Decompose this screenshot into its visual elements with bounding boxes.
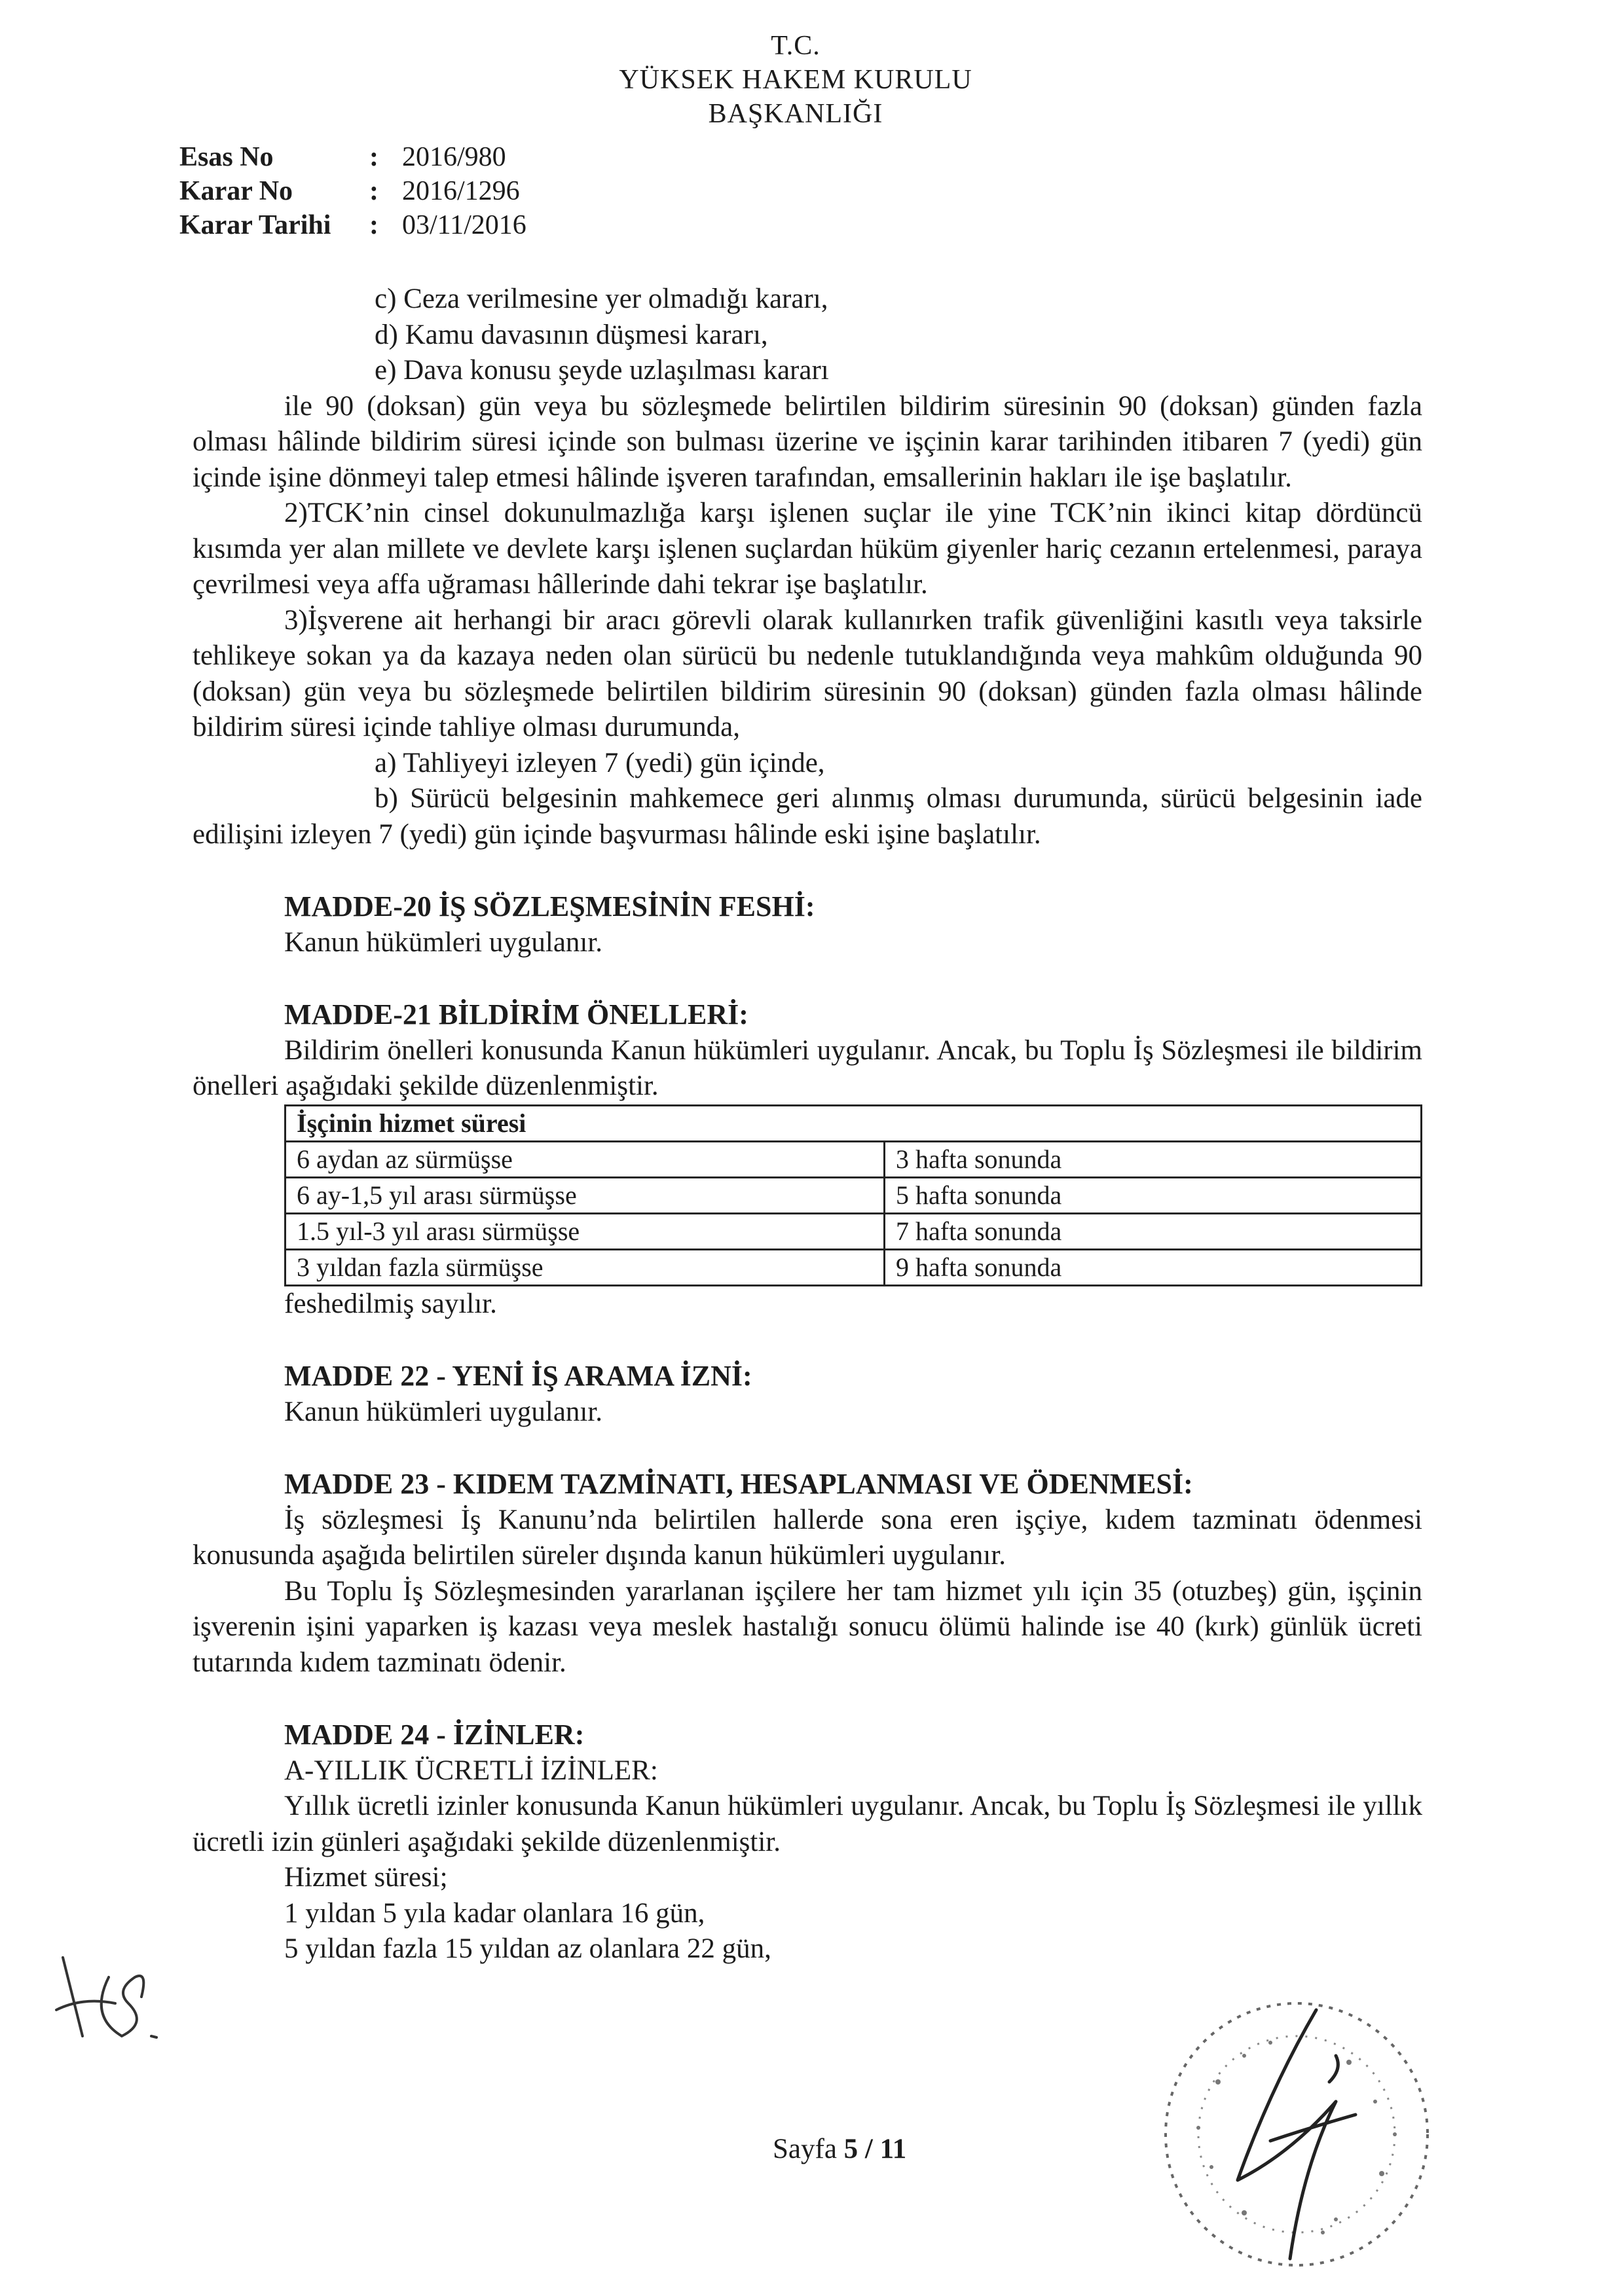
meta-label: Karar No bbox=[179, 176, 293, 206]
notice-period-table bbox=[284, 1104, 1422, 1286]
header-institution: YÜKSEK HAKEM KURULU bbox=[619, 65, 972, 95]
table-cell: 6 ay-1,5 yıl arası sürmüşse bbox=[286, 1177, 885, 1213]
meta-value: 2016/1296 bbox=[402, 176, 520, 206]
table-cell: 6 aydan az sürmüşse bbox=[286, 1141, 885, 1177]
table-cell: 5 hafta sonunda bbox=[885, 1177, 1422, 1213]
meta-row-esas bbox=[179, 140, 526, 174]
meta-sep: : bbox=[369, 142, 378, 172]
page-label: Sayfa bbox=[773, 2134, 837, 2164]
article-24-list-2: 1 yıldan 5 yıla kadar olanlara 16 gün, bbox=[284, 1897, 705, 1929]
article-24-list-3: 5 yıldan fazla 15 yıldan az olanlara 22 gün, bbox=[284, 1933, 771, 1964]
list-item-a: a) Tahliyeyi izleyen 7 (yedi) gün içinde, bbox=[375, 747, 825, 778]
article-20-text: Kanun hükümleri uygulanır. bbox=[284, 926, 603, 958]
meta-row-karar bbox=[179, 174, 526, 208]
article-24-list-1: Hizmet süresi; bbox=[284, 1862, 448, 1893]
article-23-paragraph-1: İş sözleşmesi İş Kanunu’nda belirtilen hallerde sona eren işçiye, kıdem tazminatı ödenmesi konusunda aşağıda belirtilen süreler dışında kanun hükümleri uygulanır. bbox=[193, 1504, 1422, 1571]
paragraph-2: 2)TCK’nin cinsel dokunulmazlığa karşı işlenen suçlar ile yine TCK’nin ikinci kitap dördüncü kısımda yer alan millete ve devlete karşı işlenen suçlardan hüküm giyenler hariç cezanın ertelenmesi, paraya çevrilmesi veya affa uğraması hâllerinde dahi tekrar işe başlatılır. bbox=[193, 498, 1422, 600]
article-22-title: MADDE 22 - YENİ İŞ ARAMA İZNİ: bbox=[284, 1360, 752, 1392]
meta-sep: : bbox=[369, 210, 378, 240]
article-24-paragraph-1: Yıllık ücretli izinler konusunda Kanun hükümleri uygulanır. Ancak, bu Toplu İş Sözleşmesi ile yıllık ücretli izin günleri aşağıdaki şekilde düzenlenmiştir. bbox=[193, 1791, 1422, 1857]
table-header-row bbox=[286, 1105, 1422, 1141]
article-22-text: Kanun hükümleri uygulanır. bbox=[284, 1396, 603, 1427]
article-21-text: Bildirim önelleri konusunda Kanun hükümleri uygulanır. Ancak, bu Toplu İş Sözleşmesi ile bildirim önelleri aşağıdaki şekilde düzenlenmiştir. bbox=[193, 1034, 1422, 1101]
article-23-paragraph-2: Bu Toplu İş Sözleşmesinden yararlanan işçilere her tam hizmet yılı için 35 (otuzbeş) gün, işçinin işverenin işini yaparken iş kazası veya meslek hastalığı sonucu ölümü halinde ise 40 (kırk) günlük ücreti tutarında kıdem tazminatı ödenir. bbox=[193, 1575, 1422, 1678]
meta-value: 03/11/2016 bbox=[402, 210, 526, 240]
table-row bbox=[286, 1249, 1422, 1285]
article-24-title: MADDE 24 - İZİNLER: bbox=[284, 1719, 585, 1751]
official-stamp-signature bbox=[1139, 1984, 1454, 2285]
article-24-subtitle: A-YILLIK ÜCRETLİ İZİNLER: bbox=[284, 1755, 658, 1786]
paragraph-1: ile 90 (doksan) gün veya bu sözleşmede belirtilen bildirim süresinin 90 (doksan) günden fazla olması hâlinde bildirim süresi içinde son bulması üzerine ve işçinin karar tarihinden itibaren 7 (yedi) gün içinde işine dönmeyi talep etmesi hâlinde işveren tarafından, emsallerinin hakları ile işe başlatılır. bbox=[193, 390, 1422, 493]
meta-row-tarih bbox=[179, 208, 526, 242]
table-cell: 3 hafta sonunda bbox=[885, 1141, 1422, 1177]
list-item-b: b) Sürücü belgesinin mahkemece geri alınmış olması durumunda, sürücü belgesinin iade edilişini izleyen 7 (yedi) gün içinde başvurması hâlinde eski işine başlatılır. bbox=[193, 783, 1422, 850]
list-item-d: d) Kamu davasının düşmesi kararı, bbox=[375, 319, 768, 350]
article-23-title: MADDE 23 - KIDEM TAZMİNATI, HESAPLANMASI VE ÖDENMESİ: bbox=[284, 1468, 1193, 1500]
header-tc: T.C. bbox=[771, 31, 821, 61]
header-department: BAŞKANLIĞI bbox=[708, 99, 883, 129]
table-cell: 3 yıldan fazla sürmüşse bbox=[286, 1249, 885, 1285]
table-cell: 7 hafta sonunda bbox=[885, 1213, 1422, 1249]
meta-label: Esas No bbox=[179, 142, 274, 172]
list-item-e: e) Dava konusu şeyde uzlaşılması kararı bbox=[375, 355, 829, 386]
article-20-title: MADDE-20 İŞ SÖZLEŞMESİNİN FESHİ: bbox=[284, 890, 815, 922]
case-meta bbox=[179, 140, 526, 242]
table-row bbox=[286, 1213, 1422, 1249]
page-footer bbox=[773, 2133, 906, 2165]
after-table-text: feshedilmiş sayılır. bbox=[284, 1288, 497, 1319]
handwritten-initials bbox=[43, 1938, 174, 2056]
meta-sep: : bbox=[369, 176, 378, 206]
meta-value: 2016/980 bbox=[402, 142, 506, 172]
table-row bbox=[286, 1141, 1422, 1177]
document-body bbox=[193, 282, 1422, 1967]
meta-label: Karar Tarihi bbox=[179, 210, 331, 240]
paragraph-3: 3)İşverene ait herhangi bir aracı görevli olarak kullanırken trafik güvenliğini kasıtlı veya taksirle tehlikeye sokan ya da kazaya neden olan sürücü bu nedenle tutuklandığında veya mahkûm olduğunda 90 (doksan) gün veya bu sözleşmede belirtilen bildirim süresinin 90 (doksan) günden fazla olması hâlinde bildirim süresi içinde tahliye olması durumunda, bbox=[193, 604, 1422, 742]
article-21-title: MADDE-21 BİLDİRİM ÖNELLERİ: bbox=[284, 998, 748, 1030]
table-row bbox=[286, 1177, 1422, 1213]
table-cell: 1.5 yıl-3 yıl arası sürmüşse bbox=[286, 1213, 885, 1249]
table-cell: 9 hafta sonunda bbox=[885, 1249, 1422, 1285]
page-number: 5 / 11 bbox=[843, 2134, 907, 2164]
table-header: İşçinin hizmet süresi bbox=[286, 1105, 1422, 1141]
list-item-c: c) Ceza verilmesine yer olmadığı kararı, bbox=[375, 283, 828, 314]
